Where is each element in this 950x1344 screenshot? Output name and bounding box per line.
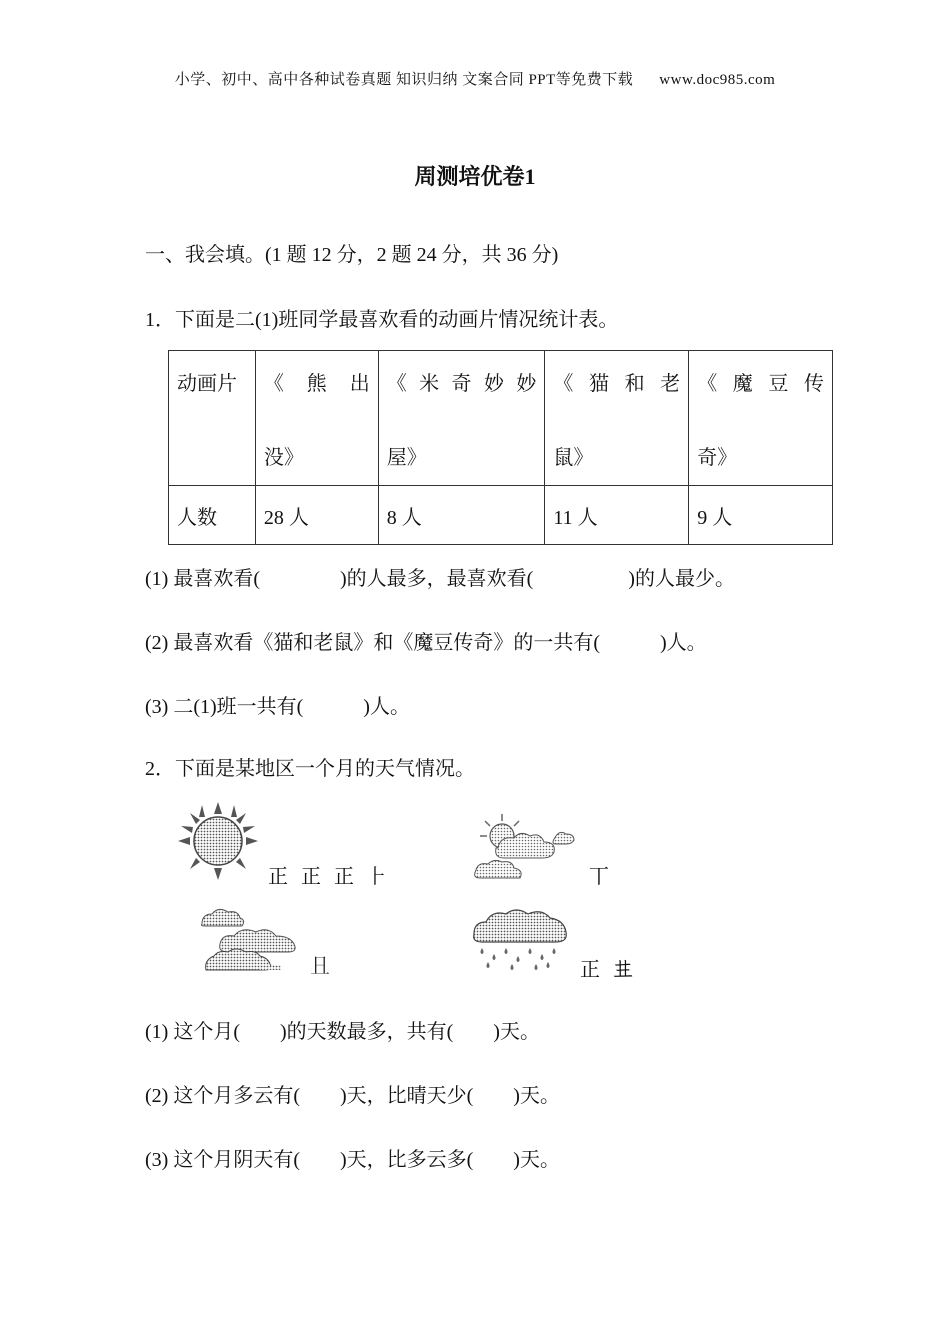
- table-row: [169, 486, 833, 545]
- cartoon-2-char: 米: [419, 373, 440, 395]
- cartoon-3-char: 猫: [589, 373, 609, 395]
- header-site: www.doc985.com: [659, 72, 776, 88]
- page-header: [0, 68, 950, 89]
- cartoon-1-line2: 没》: [263, 447, 304, 469]
- count-cell: 8 人: [378, 486, 545, 545]
- sun-icon: [176, 800, 260, 882]
- cartoon-1-char: 《: [263, 373, 284, 395]
- sun-tally: 正 正 正 ⺊: [268, 866, 391, 888]
- table-cell: [689, 351, 833, 486]
- count-cell: 11 人: [545, 486, 689, 545]
- rain-tally: 正 𠀎: [580, 959, 637, 981]
- q2-sub2: (2) 这个月多云有( )天，比晴天少( )天。: [145, 1085, 560, 1107]
- table-cell: [255, 351, 378, 486]
- count-cell: 9 人: [689, 486, 833, 545]
- section-1-heading: 一、我会填。(1 题 12 分，2 题 24 分，共 36 分): [145, 244, 559, 266]
- cartoon-2-char: 妙: [483, 373, 504, 395]
- cartoon-4-char: 豆: [768, 373, 789, 395]
- cartoon-2-char: 《: [386, 373, 407, 395]
- table-cell: [545, 351, 689, 486]
- count-header-cell: 人数: [169, 486, 256, 545]
- table-header-cell: [169, 351, 256, 486]
- cartoon-3-line2: 鼠》: [553, 447, 594, 469]
- table-cell: [378, 351, 545, 486]
- rain-icon: [470, 906, 574, 976]
- cartoon-4-line2: 奇》: [697, 447, 738, 469]
- table-row: [169, 351, 833, 486]
- q2-stem: 2．下面是某地区一个月的天气情况。: [145, 758, 475, 780]
- page-title: 周测培优卷1: [414, 164, 536, 189]
- count-cell: 28 人: [255, 486, 378, 545]
- cartoon-stats-table: [168, 350, 833, 545]
- cartoon-3-char: 和: [624, 373, 645, 395]
- partly-cloudy-tally: 丅: [589, 866, 613, 888]
- q1-sub1: (1) 最喜欢看( )的人最多，最喜欢看( )的人最少。: [145, 568, 735, 590]
- cartoon-1-char: 出: [349, 373, 370, 395]
- row-header-label: 动画片: [177, 373, 237, 395]
- cartoon-4-char: 《: [697, 373, 718, 395]
- q2-sub3: (3) 这个月阴天有( )天，比多云多( )天。: [145, 1149, 560, 1171]
- cartoon-3-char: 老: [660, 373, 681, 395]
- overcast-tally: 𠀇: [310, 956, 334, 978]
- q1-sub3: (3) 二(1)班一共有( )人。: [145, 696, 410, 718]
- cartoon-3-char: 《: [553, 373, 574, 395]
- cartoon-4-char: 传: [803, 373, 824, 395]
- partly-cloudy-icon: [470, 812, 580, 882]
- q1-sub2: (2) 最喜欢看《猫和老鼠》和《魔豆传奇》的一共有( )人。: [145, 632, 707, 654]
- q2-sub1: (1) 这个月( )的天数最多，共有( )天。: [145, 1021, 540, 1043]
- q1-stem: 1．下面是二(1)班同学最喜欢看的动画片情况统计表。: [145, 309, 619, 331]
- cartoon-2-char: 奇: [451, 373, 472, 395]
- overcast-icon: [200, 908, 310, 974]
- cartoon-2-line2: 屋》: [386, 447, 427, 469]
- header-text: 小学、初中、高中各种试卷真题 知识归纳 文案合同 PPT等免费下载: [174, 72, 634, 88]
- cartoon-2-char: 妙: [516, 373, 537, 395]
- cartoon-4-char: 魔: [732, 373, 753, 395]
- cartoon-1-char: 熊: [306, 373, 327, 395]
